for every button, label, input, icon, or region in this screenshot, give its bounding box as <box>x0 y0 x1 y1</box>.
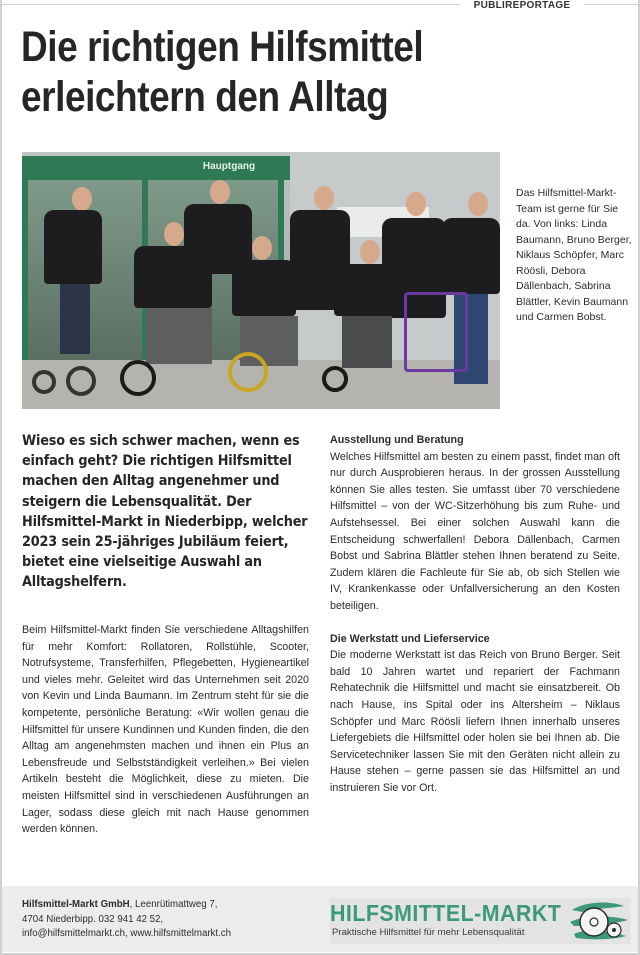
brand-logo-block <box>330 898 630 944</box>
wheelchair-wheel <box>120 360 156 396</box>
wheelchair-wheel <box>228 352 268 392</box>
company-name: Hilfsmittel-Markt GmbH <box>22 899 130 910</box>
storefront-post <box>22 180 28 360</box>
person <box>334 264 400 316</box>
section-heading: Die Werkstatt und Lieferservice <box>330 632 490 645</box>
headline-line-1: Die richtigen Hilfsmittel <box>21 23 424 71</box>
person-head <box>252 236 272 260</box>
headline <box>21 22 503 122</box>
section-text: Die moderne Werkstatt ist das Reich von Bruno Berger. Seit bald 10 Jahren wartet und repariert der Fachmann Rehatechnik die Hilfsmittel und macht sie einsatzbereit. Ob nach Hause, ins Spital oder ins Altersheim – Niklaus Schöpfer und Marc Röösli liefern Ihnen innerhalb unseres Liefergebiets die Hilfsmittel oder holen sie bei Ihnen ab. Die Servicetechniker lassen Sie mit den Geräten nicht allein zu Hause stehen – gerne passen sie das Hilfsmittel an und instruieren Sie vor Ort. <box>330 649 620 794</box>
body-column-left <box>22 622 309 838</box>
brand-name: HILFSMITTEL-MARKT <box>330 900 562 926</box>
section-heading: Ausstellung und Beratung <box>330 434 464 446</box>
website-link[interactable]: www.hilfsmittelmarkt.ch <box>130 928 232 940</box>
person-head <box>406 192 426 216</box>
separator: , <box>124 928 131 940</box>
wheelchair-wheel <box>322 366 348 392</box>
canopy-sign: Hauptgang <box>202 161 256 172</box>
rollator-frame <box>404 292 468 372</box>
lead-paragraph: Wieso es sich schwer machen, wenn es einfach geht? Die richtigen Hilfsmittel machen den Alltag angenehmer und steigern die Lebensqualität. Der Hilfsmittel-Markt in Niederbipp, welcher 2023 sein 25-jähriges Jubiläum feiert, bietet eine vielseitige Auswahl an Alltagshelfern. <box>22 432 308 591</box>
person-head <box>468 192 488 216</box>
rollator-wheel <box>66 366 96 396</box>
contact-block <box>22 898 322 942</box>
address-city-phone: 4704 Niederbipp. 032 941 42 52, <box>22 913 164 925</box>
person-head <box>164 222 184 246</box>
email-link[interactable]: info@hilfsmittelmarkt.ch <box>22 928 125 940</box>
photo-caption: Das Hilfsmittel-Markt-Team ist gerne für Sie da. Von links: Linda Baumann, Bruno Berger, Niklaus Schöpfer, Marc Röösli, Debora Dällenbach, Sabrina Blättler, Kevin Baumann und Carmen Bobst. <box>516 187 632 323</box>
body-paragraph: Beim Hilfsmittel-Markt finden Sie verschiedene Alltagshilfen für mehr Komfort: Rollatoren, Rollstühle, Scooter, Notrufsysteme, Transferhilfen, Pflegebetten, Hygieneartikel und vieles mehr. Geleitet wird das Unternehmen seit 2020 von Kevin und Linda Baumann. Im Zentrum steht für sie die kompetente, persönliche Beratung: «Wir wollen genau die Hilfsmittel für unsere Kundinnen und Kunden finden, die den Alltag am angenehmsten machen und ihnen ein Plus an Lebensfreude und Selbstständigkeit verleihen.» Bei vielen Artikeln besteht die Möglichkeit, diese zu mieten. Die meisten Hilfsmittel sind in verschiedenen Ausführungen an Lager, sodass diese gleich mit nach Hause genommen werden können. <box>22 624 309 836</box>
person <box>134 246 212 308</box>
team-photo <box>22 152 500 409</box>
person <box>232 260 296 316</box>
rollator-wheel <box>32 370 56 394</box>
person-head <box>72 187 92 211</box>
person-head <box>360 240 380 264</box>
body-column-right <box>330 432 620 796</box>
wheel-logo-icon <box>568 898 630 944</box>
headline-line-2: erleichtern den Alltag <box>21 73 389 121</box>
footer <box>2 886 638 952</box>
brand-tagline: Praktische Hilfsmittel für mehr Lebensqualität <box>332 927 525 938</box>
section-text: Welches Hilfsmittel am besten zu einem passt, findet man oft nur durch Ausprobieren heraus. In der grossen Ausstellung können Sie alles testen. Sie umfasst über 70 verschiedene Hilfsmittel – von der WC-Sitzerhöhung bis zum Ruhe- und Aufstehsessel. Bei einer solchen Auswahl kann die Entscheidung schwerfallen! Debora Dällenbach, Carmen Bobst und Sabrina Blättler stehen Ihnen beratend zu Seite. Zudem klären die Fachleute für Sie ab, ob sich Stellen wie IV, Krankenkasse oder Unfallversicherung an den Kosten beteiligen. <box>330 450 620 612</box>
address-street: , Leenrütimattweg 7, <box>129 899 218 910</box>
section-kicker: PUBLIREPORTAGE <box>460 0 584 12</box>
person <box>44 210 102 284</box>
person-legs <box>146 308 212 364</box>
person <box>442 218 500 294</box>
person-legs <box>60 284 90 354</box>
person-legs <box>342 316 392 368</box>
person-head <box>210 180 230 204</box>
person-head <box>314 186 334 210</box>
